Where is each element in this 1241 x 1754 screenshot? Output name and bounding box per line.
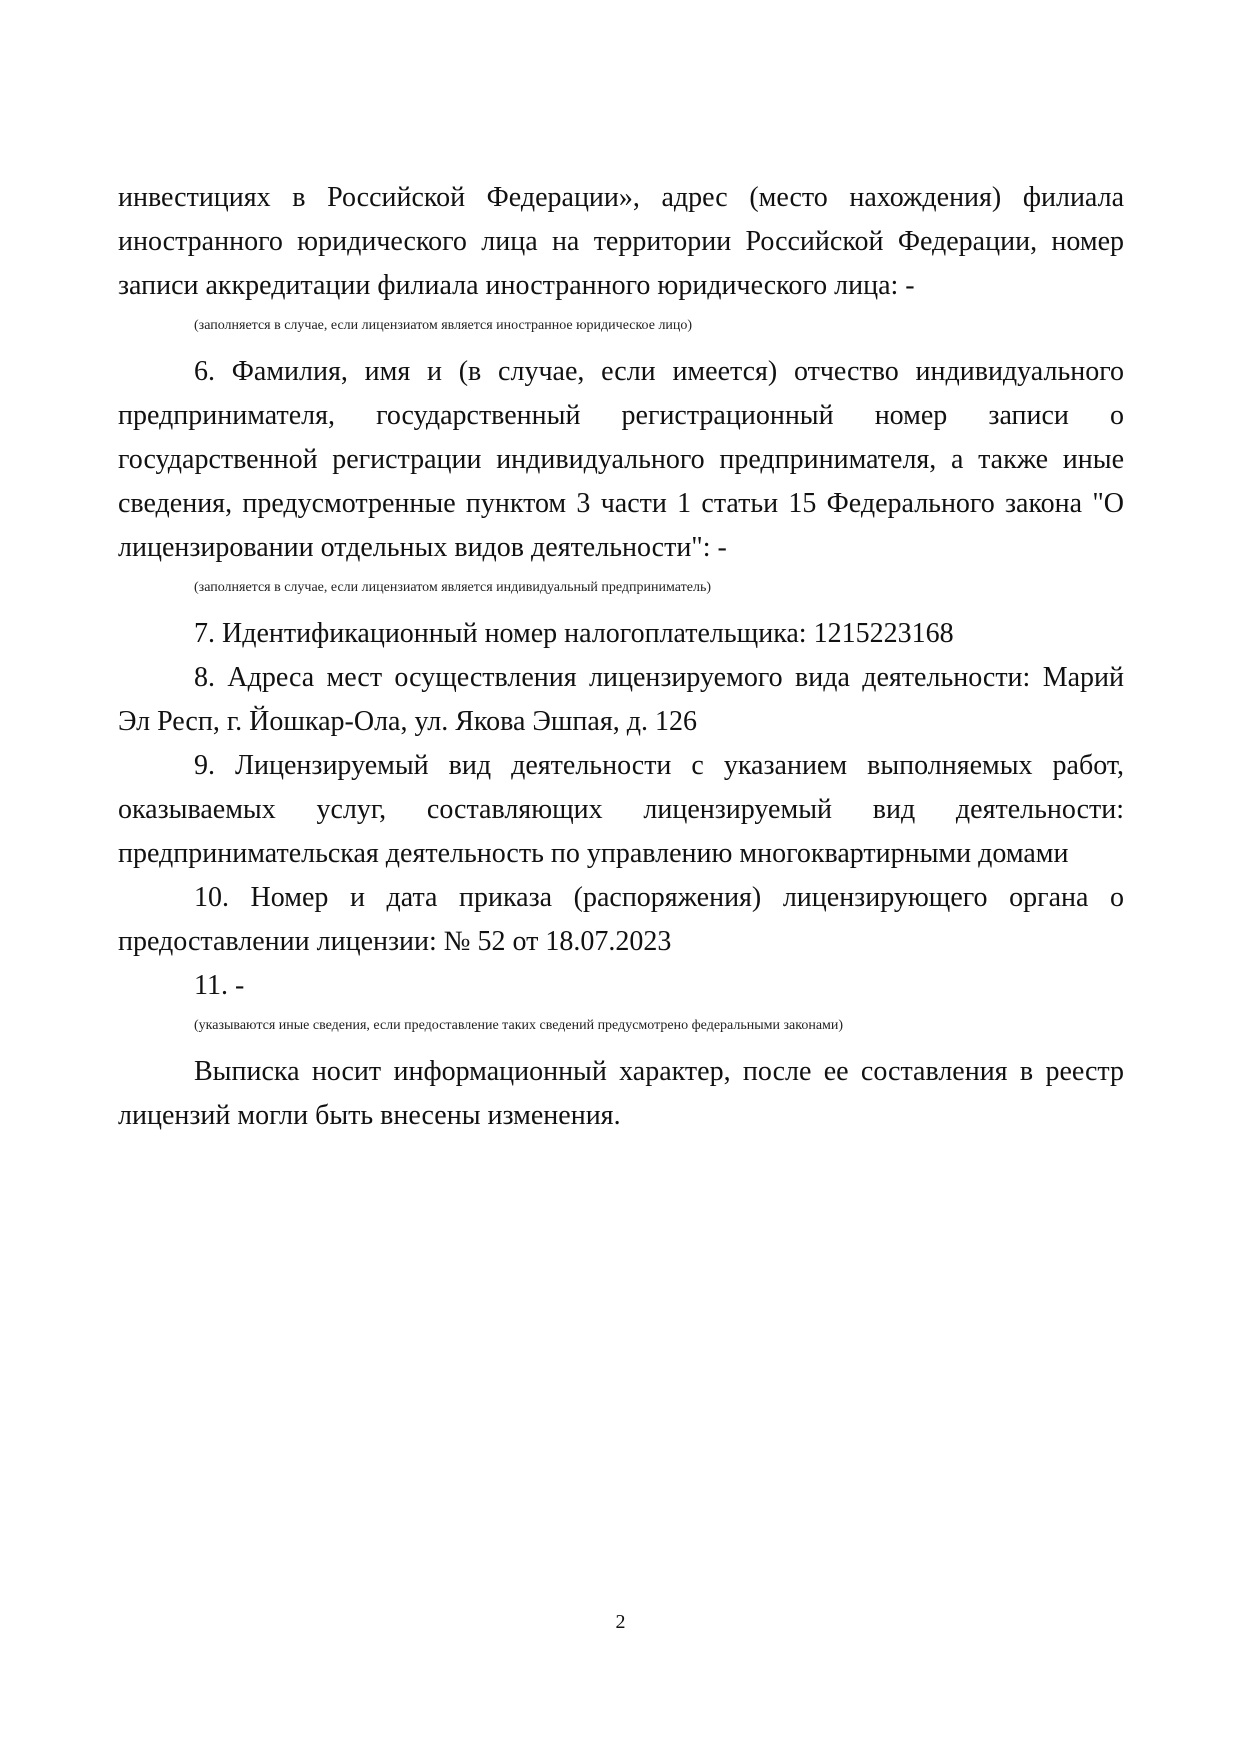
- paragraph-9: 9. Лицензируемый вид деятельности с указанием выполняемых работ, оказываемых услуг, составляющих лицензируемый вид деятельности: предпринимательская деятельность по управлению многоквартирными домами: [118, 750, 1124, 869]
- paragraph-5-line-1: инвестициях в Российской Федерации», адрес (место нахождения) филиала: [118, 182, 1124, 213]
- paragraph-5-continuation: иностранного юридического лица на территории Российской Федерации, номер записи аккредитации филиала иностранного юридического лица: -: [118, 226, 1124, 301]
- final-statement: Выписка носит информационный характер, после ее составления в реестр лицензий могли быть внесены изменения.: [118, 1056, 1124, 1131]
- paragraph-10: 10. Номер и дата приказа (распоряжения) лицензирующего органа о предоставлении лицензии: № 52 от 18.07.2023: [118, 882, 1124, 957]
- document-page: [118, 176, 1124, 1138]
- page-number: 2: [615, 1611, 626, 1633]
- paragraph-8: 8. Адреса мест осуществления лицензируемого вида деятельности: Марий Эл Респ, г. Йошкар-Ола, ул. Якова Эшпая, д. 126: [118, 662, 1124, 737]
- note-other-info: (указываются иные сведения, если предоставление таких сведений предусмотрено федеральными законами): [194, 1018, 844, 1033]
- paragraph-6: 6. Фамилия, имя и (в случае, если имеется) отчество индивидуального предпринимателя, государственный регистрационный номер записи о государственной регистрации индивидуального предпринимателя, а также иные сведения, предусмотренные пунктом 3 части 1 статьи 15 Федерального закона "О лицензировании отдельных видов деятельности": -: [118, 356, 1124, 563]
- note-individual-entrepreneur: (заполняется в случае, если лицензиатом является индивидуальный предприниматель): [194, 580, 711, 595]
- paragraph-11: 11. -: [194, 970, 245, 1001]
- paragraph-7: 7. Идентификационный номер налогоплательщика: 1215223168: [194, 618, 954, 649]
- note-foreign-entity: (заполняется в случае, если лицензиатом является иностранное юридическое лицо): [194, 318, 693, 333]
